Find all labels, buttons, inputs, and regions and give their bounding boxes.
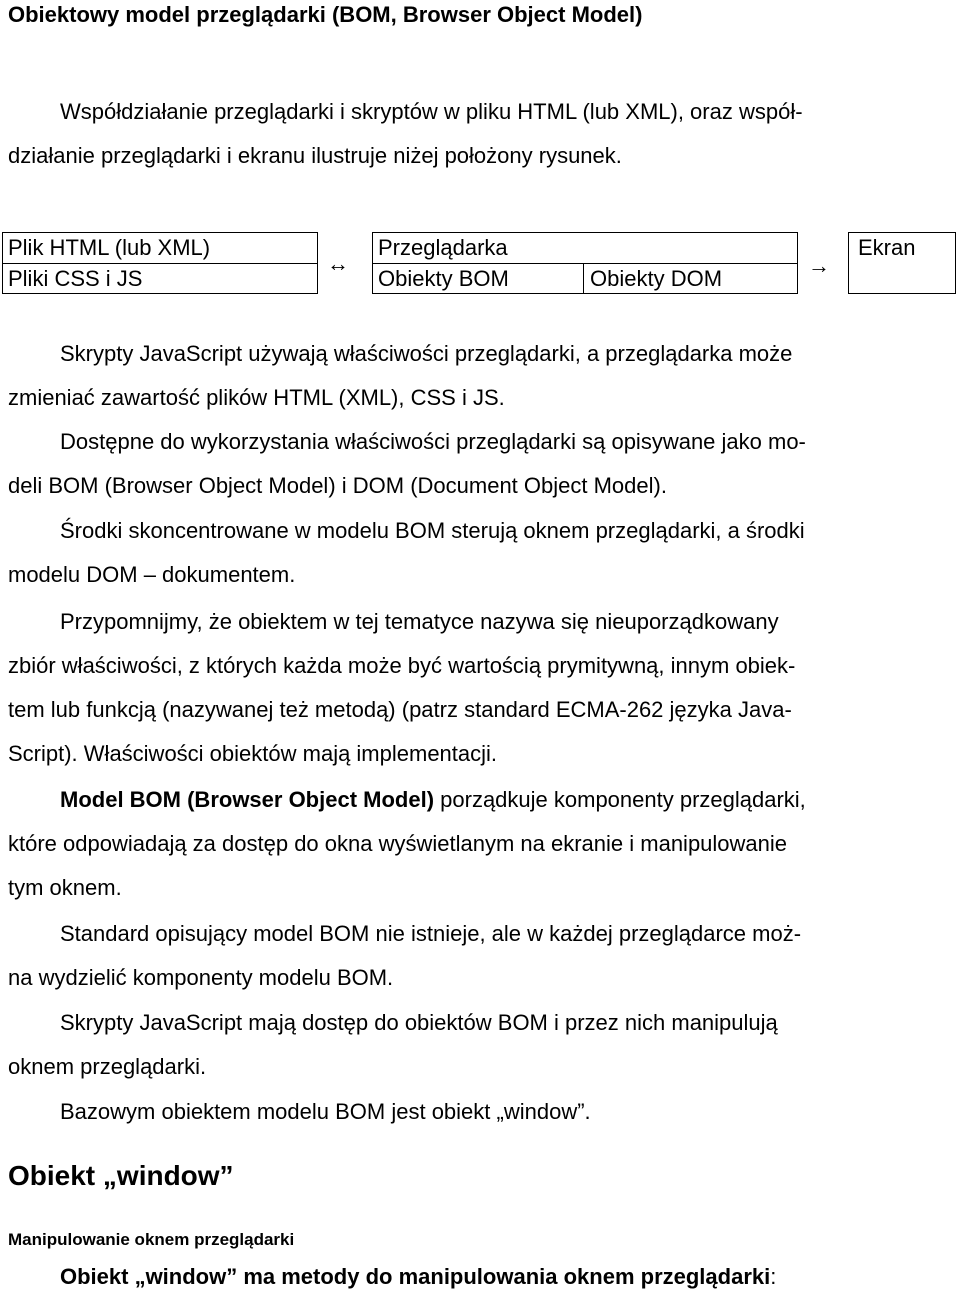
- bom-model-term: Model BOM (Browser Object Model): [60, 787, 435, 812]
- css-js-files-label: Pliki CSS i JS: [8, 266, 143, 291]
- window-methods-text: Obiekt „window” ma metody do manipulowania oknem przeglądarki: [60, 1264, 771, 1289]
- bom-objects-label: Obiekty BOM: [378, 266, 509, 291]
- paragraph-window-base: [8, 1090, 948, 1134]
- window-methods-line: [60, 1264, 776, 1290]
- dom-objects-label: Obiekty DOM: [590, 266, 723, 291]
- subsection-heading: Manipulowanie oknem przeglądarki: [8, 1230, 295, 1249]
- intro-paragraph: [8, 90, 948, 178]
- bidirectional-arrow-icon: ↔: [327, 251, 349, 276]
- section-heading-window: Obiekt „window”: [8, 1160, 234, 1191]
- paragraph-object-definition: [8, 600, 948, 776]
- paragraph-standard-line-2: na wydzielić komponenty modelu BOM.: [8, 965, 394, 990]
- paragraph-models-line-2: deli BOM (Browser Object Model) i DOM (Document Object Model).: [8, 473, 667, 498]
- screen-label: Ekran: [858, 235, 916, 260]
- paragraph-bom-model-line-2: które odpowiadają za dostęp do okna wyświetlanym na ekranie i manipulowanie: [8, 831, 788, 856]
- html-files-divider: [2, 263, 318, 264]
- paragraph-standard: [8, 912, 948, 1000]
- paragraph-standard-line-1: Standard opisujący model BOM nie istnieje, ale w każdej przeglądarce moż-: [60, 921, 802, 946]
- paragraph-scripts-line-1: Skrypty JavaScript używają właściwości przeglądarki, a przeglądarka może: [60, 341, 793, 366]
- paragraph-window-base-line-1: Bazowym obiektem modelu BOM jest obiekt „window”.: [60, 1099, 591, 1124]
- page-title: Obiektowy model przeglądarki (BOM, Browser Object Model): [8, 2, 643, 27]
- html-file-label: Plik HTML (lub XML): [8, 235, 211, 260]
- paragraph-bom-model-line-1: porządkuje komponenty przeglądarki,: [434, 787, 806, 812]
- paragraph-access: [8, 1001, 948, 1089]
- browser-label: Przeglądarka: [378, 235, 508, 260]
- paragraph-scripts: [8, 332, 948, 420]
- bom-dom-divider: [583, 263, 584, 294]
- paragraph-object-line-4: Script). Właściwości obiektów mają implementacji.: [8, 741, 498, 766]
- paragraph-access-line-2: oknem przeglądarki.: [8, 1054, 207, 1079]
- paragraph-models: [8, 420, 948, 508]
- intro-line-2: działanie przeglądarki i ekranu ilustruje niżej położony rysunek.: [8, 143, 622, 168]
- paragraph-object-line-3: tem lub funkcją (nazywanej też metodą) (patrz standard ECMA-262 języka Java-: [8, 697, 792, 722]
- browser-divider: [372, 263, 798, 264]
- paragraph-bom-model-line-3: tym oknem.: [8, 875, 122, 900]
- paragraph-models-line-1: Dostępne do wykorzystania właściwości przeglądarki są opisywane jako mo-: [60, 429, 806, 454]
- paragraph-bom-dom-line-2: modelu DOM – dokumentem.: [8, 562, 296, 587]
- paragraph-object-line-2: zbiór właściwości, z których każda może być wartością prymitywną, innym obiek-: [8, 653, 796, 678]
- paragraph-object-line-1: Przypomnijmy, że obiektem w tej tematyce nazywa się nieuporządkowany: [60, 609, 779, 634]
- intro-line-1: Współdziałanie przeglądarki i skryptów w pliku HTML (lub XML), oraz współ-: [60, 99, 803, 124]
- paragraph-bom-dom: [8, 509, 948, 597]
- paragraph-access-line-1: Skrypty JavaScript mają dostęp do obiektów BOM i przez nich manipulują: [60, 1010, 778, 1035]
- window-methods-colon: :: [770, 1264, 777, 1289]
- paragraph-scripts-line-2: zmieniać zawartość plików HTML (XML), CSS i JS.: [8, 385, 505, 410]
- right-arrow-icon: →: [808, 253, 830, 278]
- paragraph-bom-model: [8, 778, 948, 910]
- paragraph-bom-dom-line-1: Środki skoncentrowane w modelu BOM sterują oknem przeglądarki, a środki: [60, 518, 805, 543]
